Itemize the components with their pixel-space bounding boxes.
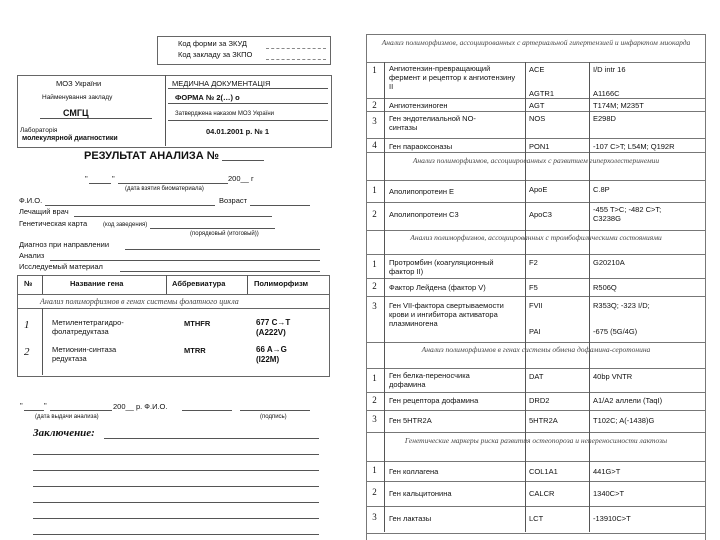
row-number: 2 bbox=[372, 395, 377, 405]
row-poly: 66 A→G bbox=[256, 345, 287, 354]
table-row bbox=[367, 392, 705, 411]
row-gene: Метионин-синтаза редуктаза bbox=[52, 345, 117, 363]
date-quote-close: " bbox=[112, 174, 115, 183]
table-row bbox=[367, 111, 705, 139]
row-poly-2: A1166C bbox=[593, 89, 620, 98]
conclusion-label: Заключение: bbox=[33, 427, 95, 439]
row-abbr: ApoC3 bbox=[529, 210, 552, 219]
row-gene: Ген рецептора дофамина bbox=[389, 396, 479, 405]
col-abbr-header: Аббревиатура bbox=[172, 279, 226, 288]
table-row bbox=[367, 254, 705, 279]
section-title: Генетические маркеры риска развития остеопороза и непереносимости лактозы bbox=[367, 432, 705, 460]
table-row bbox=[367, 278, 705, 297]
form-number: ФОРМА № 2(…) о bbox=[175, 93, 240, 102]
col-gene-header: Название гена bbox=[70, 279, 124, 288]
row-abbr: MTHFR bbox=[184, 319, 211, 328]
row-gene: Фактор Лейдена (фактор V) bbox=[389, 283, 486, 292]
row-number: 2 bbox=[24, 346, 30, 358]
row-poly-code: (A222V) bbox=[256, 328, 286, 337]
row-poly-2: -675 (5G/4G) bbox=[593, 327, 638, 336]
row-number: 3 bbox=[372, 414, 377, 424]
row-poly: -455 T>C; -482 C>T; C3238G bbox=[593, 205, 662, 223]
page-title: РЕЗУЛЬТАТ АНАЛИЗА № bbox=[84, 150, 220, 162]
field-age: Возраст bbox=[219, 196, 248, 205]
row-poly: I/D intr 16 bbox=[593, 65, 626, 74]
right-genes-table bbox=[366, 34, 706, 540]
date-year: 200__ г bbox=[228, 174, 254, 183]
row-gene: Метилентетрагидро-фолатредуктаза bbox=[52, 318, 124, 336]
row-poly: -13910C>T bbox=[593, 514, 631, 523]
form-code-label: Код форми за ЗКУД bbox=[178, 39, 247, 48]
row-abbr-2: PAI bbox=[529, 327, 541, 336]
row-poly: R353Q; -323 I/D; bbox=[593, 301, 650, 310]
row-number: 3 bbox=[372, 301, 377, 311]
table-row bbox=[367, 62, 705, 99]
table-row bbox=[367, 506, 705, 534]
row-abbr: LCT bbox=[529, 514, 544, 523]
date-quote: " bbox=[85, 174, 88, 183]
row-number: 1 bbox=[372, 373, 377, 383]
card-hint: (код заведения) bbox=[103, 222, 148, 228]
row-poly: G20210A bbox=[593, 258, 625, 267]
section-title: Анализ полиморфизмов, ассоциированных с развитием гиперхолестеринемии bbox=[367, 152, 705, 180]
row-gene: Ген кальцитонина bbox=[389, 489, 452, 498]
col-num-header: № bbox=[24, 279, 33, 288]
approved-date: 04.01.2001 р. № 1 bbox=[206, 127, 269, 136]
row-abbr: F2 bbox=[529, 258, 538, 267]
row-number: 2 bbox=[372, 100, 377, 110]
row-gene: Ген коллагена bbox=[389, 467, 439, 476]
field-analysis: Анализ bbox=[19, 251, 45, 260]
row-abbr: DRD2 bbox=[529, 396, 550, 405]
field-diagnosis: Диагноз при направлении bbox=[19, 240, 110, 249]
row-poly: E298D bbox=[593, 114, 616, 123]
row-poly: 40bp VNTR bbox=[593, 372, 633, 381]
sign-date: 200__ р. Ф.И.О. bbox=[113, 402, 168, 411]
row-abbr: ACE bbox=[529, 65, 545, 74]
row-number: 2 bbox=[372, 281, 377, 291]
sign-caption-left: (дата выдачи анализа) bbox=[35, 414, 99, 420]
row-number: 1 bbox=[372, 259, 377, 269]
row-gene: Ангиотензин-превращающий фермент и рецептор к ангиотензину II bbox=[389, 64, 516, 91]
date-caption: (дата взятия биоматериала) bbox=[125, 186, 204, 192]
row-gene: Ген белка-переносчика дофамина bbox=[389, 371, 470, 389]
field-doctor: Лечащий врач bbox=[19, 207, 69, 216]
row-gene: Ген лактазы bbox=[389, 514, 432, 523]
table-row bbox=[367, 138, 705, 153]
table-row bbox=[367, 98, 705, 112]
lab-name: молекулярной диагностики bbox=[22, 135, 118, 142]
field-genetic-card: Генетическая карта bbox=[19, 219, 88, 228]
row-poly: R506Q bbox=[593, 283, 617, 292]
section-title: Анализ полиморфизмов, ассоциированных с тромбофилическими состояниями bbox=[367, 230, 705, 255]
row-abbr: ApoE bbox=[529, 185, 548, 194]
row-number: 1 bbox=[372, 65, 377, 75]
row-abbr: DAT bbox=[529, 372, 544, 381]
card-caption: (порядковый (итоговый)) bbox=[190, 231, 259, 237]
section-title: Анализ полиморфизмов, ассоциированных с артериальной гипертензией и инфарктом миокарда bbox=[367, 34, 705, 62]
row-number: 1 bbox=[372, 465, 377, 475]
ministry-label: МОЗ України bbox=[56, 79, 102, 88]
row-abbr: AGT bbox=[529, 101, 545, 110]
row-poly: 441G>T bbox=[593, 467, 621, 476]
left-table-section: Анализ полиморфизмов в генах системы фолатного цикла bbox=[40, 297, 239, 306]
row-abbr: F5 bbox=[529, 283, 538, 292]
row-abbr: CALCR bbox=[529, 489, 555, 498]
row-number: 1 bbox=[24, 319, 30, 331]
field-material: Исследуемый материал bbox=[19, 262, 103, 271]
row-abbr: COL1A1 bbox=[529, 467, 558, 476]
row-number: 2 bbox=[372, 209, 377, 219]
sign-quote: " bbox=[20, 401, 23, 410]
table-row bbox=[367, 410, 705, 431]
row-abbr-2: AGTR1 bbox=[529, 89, 555, 98]
institution-code-label: Код закладу за ЗКПО bbox=[178, 50, 253, 59]
table-row bbox=[367, 461, 705, 482]
table-row bbox=[367, 180, 705, 203]
row-gene: Ген эндотелиальной NO-синтазы bbox=[389, 114, 476, 132]
row-number: 3 bbox=[372, 116, 377, 126]
table-row bbox=[367, 202, 705, 231]
row-gene: Протромбин (коагуляционный фактор II) bbox=[389, 258, 494, 276]
row-abbr: PON1 bbox=[529, 142, 550, 151]
table-row bbox=[367, 296, 705, 343]
row-poly: -107 C>T; L54M; Q192R bbox=[593, 142, 675, 151]
row-number: 1 bbox=[372, 185, 377, 195]
sign-quote-close: " bbox=[44, 401, 47, 410]
approved-label: Затверджена наказом МОЗ України bbox=[175, 111, 275, 117]
row-number: 2 bbox=[372, 487, 377, 497]
row-gene: Ген параоксоназы bbox=[389, 142, 453, 151]
row-poly: 1340C>T bbox=[593, 489, 625, 498]
row-gene: Ангиотензиноген bbox=[389, 101, 448, 110]
lab-label: Лабораторія bbox=[20, 127, 58, 134]
row-poly: A1/A2 аллели (TaqI) bbox=[593, 396, 663, 405]
row-abbr: NOS bbox=[529, 114, 546, 123]
institution-label: Найменування закладу bbox=[42, 94, 113, 101]
row-poly: T174M; M235T bbox=[593, 101, 644, 110]
table-row bbox=[367, 368, 705, 393]
row-number: 3 bbox=[372, 512, 377, 522]
section-title: Анализ полиморфизмов в генах системы обмена дофамина-серотонина bbox=[367, 342, 705, 359]
row-poly: T102C; A(-1438)G bbox=[593, 416, 655, 425]
field-fio: Ф.И.О. bbox=[19, 196, 43, 205]
sign-caption-right: (подпись) bbox=[260, 414, 287, 420]
row-gene: Аполипопротеин C3 bbox=[389, 210, 459, 219]
row-poly: C.8P bbox=[593, 185, 610, 194]
institution-name: СМГЦ bbox=[63, 108, 89, 118]
med-doc-label: МЕДИЧНА ДОКУМЕНТАЦІЯ bbox=[172, 79, 271, 88]
table-row bbox=[367, 481, 705, 507]
row-number: 4 bbox=[372, 140, 377, 150]
row-gene: Аполипопротеин E bbox=[389, 187, 455, 196]
row-abbr: FVII bbox=[529, 301, 543, 310]
row-abbr: MTRR bbox=[184, 346, 206, 355]
row-poly-code: (I22M) bbox=[256, 355, 280, 364]
row-poly: 677 C→T bbox=[256, 318, 291, 327]
row-gene: Ген 5HTR2A bbox=[389, 416, 432, 425]
col-poly-header: Полиморфизм bbox=[254, 279, 309, 288]
row-abbr: 5HTR2A bbox=[529, 416, 558, 425]
row-gene: Ген VII-фактора свертываемости крови и ингибитора активатора плазминогена bbox=[389, 301, 504, 328]
